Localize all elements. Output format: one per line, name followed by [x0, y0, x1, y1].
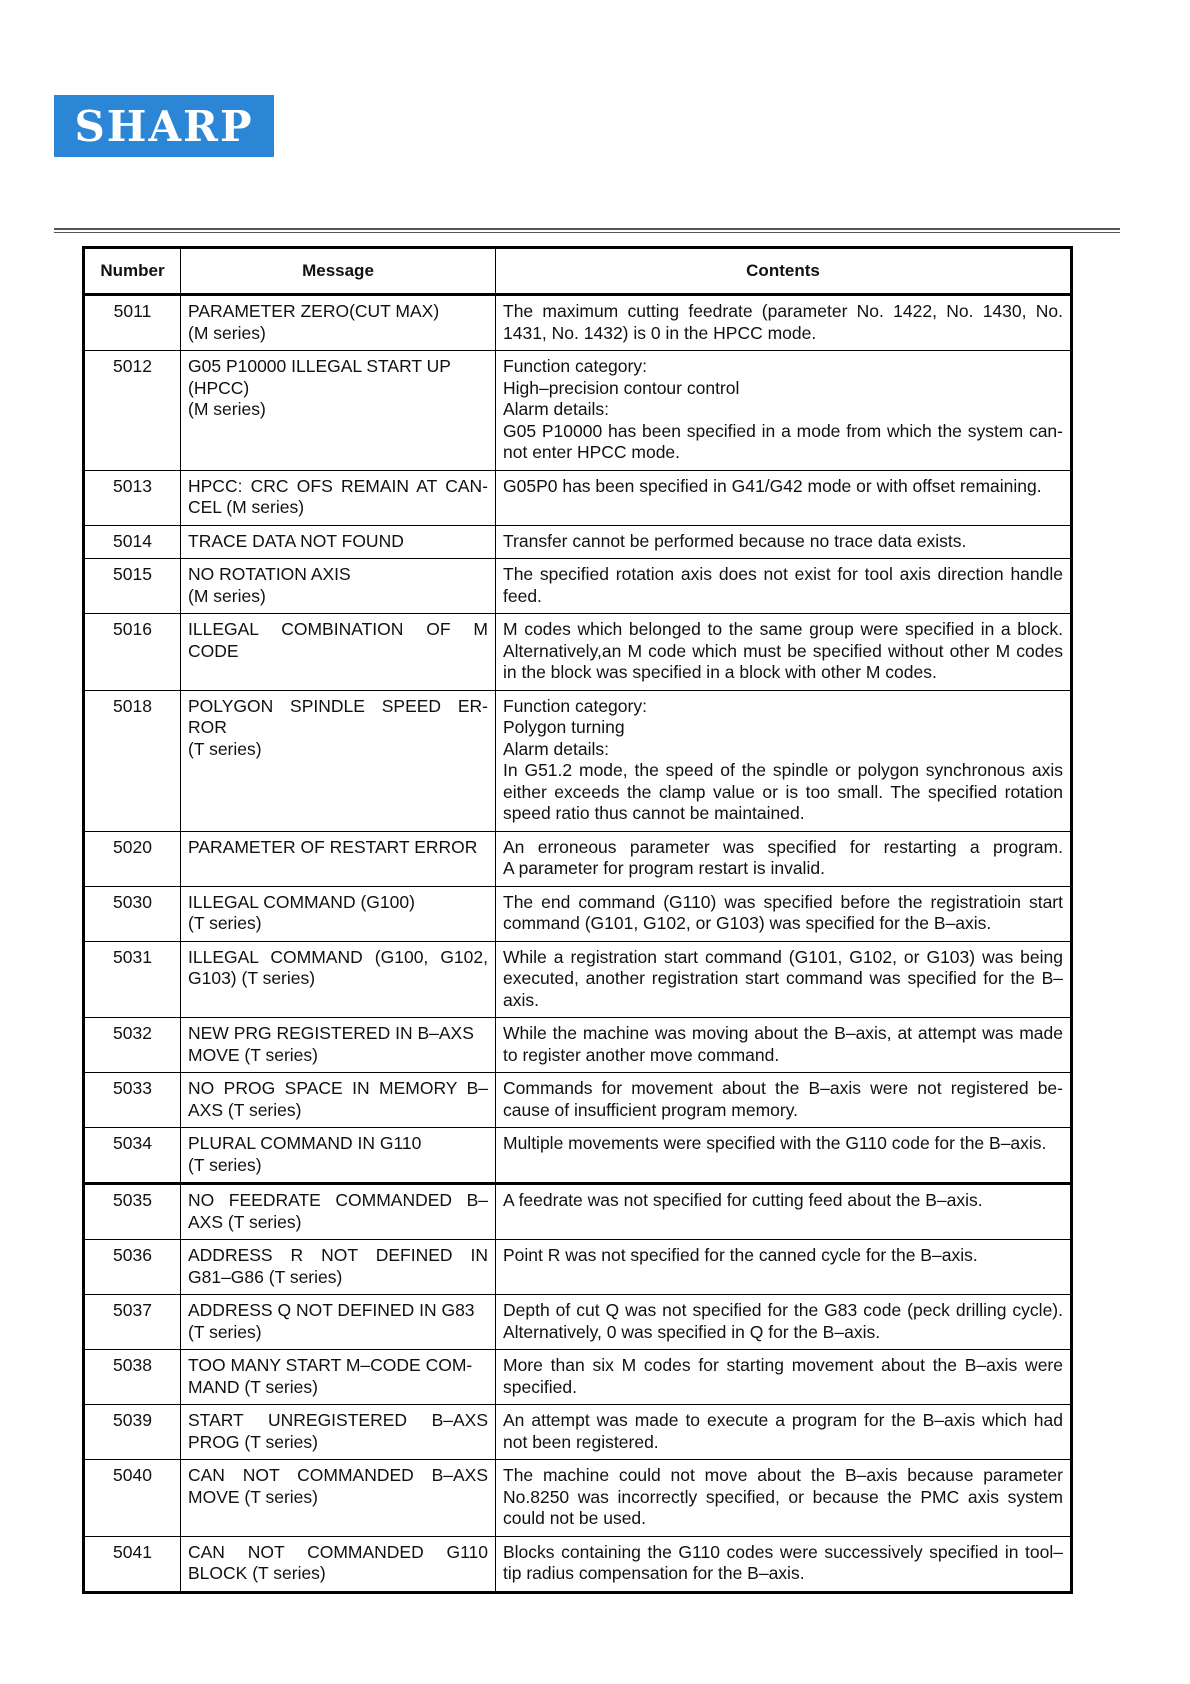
alarm-contents-line: While a registration start command (G101, G102, or G103) was being	[503, 946, 1063, 967]
alarm-number: 5037	[84, 1295, 181, 1350]
alarm-contents-line: in the block was specified in a block with other M codes.	[503, 662, 937, 682]
alarm-message-line: PLURAL COMMAND IN G110	[188, 1133, 422, 1153]
alarm-message-line: (HPCC)	[188, 377, 250, 398]
alarm-number: 5040	[84, 1460, 181, 1537]
alarm-contents	[496, 614, 1072, 691]
alarm-message-line: MOVE (T series)	[188, 1486, 318, 1507]
alarm-number: 5018	[84, 690, 181, 831]
alarm-number: 5036	[84, 1240, 181, 1295]
alarm-contents-line: Depth of cut Q was not specified for the G83 code (peck drilling cycle).	[503, 1300, 1063, 1320]
table-row	[84, 886, 1072, 941]
alarm-message	[181, 886, 496, 941]
alarm-message-line: CAN NOT COMMANDED B–AXS	[188, 1465, 488, 1485]
alarm-message-line: POLYGON SPINDLE SPEED ER-	[188, 695, 488, 716]
alarm-contents	[496, 1405, 1072, 1460]
alarm-message-line: ILLEGAL COMBINATION OF M	[188, 619, 488, 639]
alarm-number: 5012	[84, 351, 181, 471]
alarm-contents-line: Alarm details:	[503, 738, 610, 759]
header-row	[84, 248, 1072, 295]
alarm-contents	[496, 1018, 1072, 1073]
alarm-number: 5034	[84, 1128, 181, 1184]
alarm-message-line: (M series)	[188, 399, 266, 419]
alarm-message	[181, 614, 496, 691]
alarm-contents-line: either exceeds the clamp value or is too small. The specified rotation	[503, 781, 1063, 802]
sharp-logo	[54, 95, 274, 157]
alarm-message	[181, 1536, 496, 1592]
header-message: Message	[181, 248, 496, 295]
alarm-message-line: (T series)	[188, 913, 262, 933]
alarm-contents	[496, 295, 1072, 351]
alarm-message-line: AXS (T series)	[188, 1211, 302, 1232]
alarm-contents-line: Alternatively,an M code which must be specified without other M codes	[503, 640, 1063, 661]
alarm-message-line: HPCC: CRC OFS REMAIN AT CAN-	[188, 475, 488, 496]
table-row	[84, 1018, 1072, 1073]
alarm-contents	[496, 886, 1072, 941]
alarm-message-line: ILLEGAL COMMAND (G100)	[188, 891, 415, 912]
alarm-message-line: G81–G86 (T series)	[188, 1266, 343, 1287]
alarm-message-line: CAN NOT COMMANDED G110	[188, 1541, 488, 1562]
alarm-message-line: MOVE (T series)	[188, 1044, 318, 1065]
alarm-contents	[496, 351, 1072, 471]
table-row	[84, 1295, 1072, 1350]
alarm-number: 5013	[84, 470, 181, 525]
alarm-message-line: (M series)	[188, 322, 266, 343]
table-row	[84, 690, 1072, 831]
table-row	[84, 1184, 1072, 1240]
alarm-contents-line: An attempt was made to execute a program for the B–axis which had	[503, 1410, 1063, 1430]
alarm-contents-line: No.8250 was incorrectly specified, or because the PMC axis system	[503, 1486, 1063, 1507]
alarm-contents	[496, 1128, 1072, 1184]
alarm-message-line: START UNREGISTERED B–AXS	[188, 1410, 488, 1430]
header-rule	[54, 228, 1120, 230]
alarm-message-line: TRACE DATA NOT FOUND	[188, 530, 404, 551]
alarm-contents-line: More than six M codes for starting movement about the B–axis were	[503, 1355, 1063, 1375]
alarm-message-line: CODE	[188, 640, 239, 661]
alarm-contents-line: Commands for movement about the B–axis were not registered be-	[503, 1078, 1063, 1098]
alarm-contents-line: to register another move command.	[503, 1044, 780, 1065]
alarm-contents-line: The specified rotation axis does not exist for tool axis direction handle	[503, 564, 1063, 584]
alarm-message-line: G05 P10000 ILLEGAL START UP	[188, 356, 451, 376]
alarm-message-line: ROR	[188, 717, 227, 737]
alarm-contents-line: speed ratio thus cannot be maintained.	[503, 803, 805, 823]
alarm-message	[181, 831, 496, 886]
table-row	[84, 1128, 1072, 1184]
alarm-message	[181, 1240, 496, 1295]
alarm-contents-line: Function category:	[503, 695, 647, 716]
alarm-number: 5031	[84, 941, 181, 1018]
table-row	[84, 295, 1072, 351]
alarm-message-line: NO PROG SPACE IN MEMORY B–	[188, 1078, 488, 1098]
alarm-number: 5033	[84, 1073, 181, 1128]
table-row	[84, 559, 1072, 614]
alarm-contents	[496, 690, 1072, 831]
table-row	[84, 941, 1072, 1018]
alarm-number: 5030	[84, 886, 181, 941]
alarm-contents	[496, 1350, 1072, 1405]
alarm-message	[181, 1018, 496, 1073]
alarm-message	[181, 1460, 496, 1537]
alarm-message-line: ADDRESS Q NOT DEFINED IN G83	[188, 1300, 475, 1320]
alarm-number: 5016	[84, 614, 181, 691]
alarm-message	[181, 1184, 496, 1240]
alarm-message	[181, 1073, 496, 1128]
alarm-contents-line: A parameter for program restart is invalid.	[503, 858, 825, 878]
alarm-contents-line: Multiple movements were specified with the G110 code for the B–axis.	[503, 1133, 1047, 1153]
sharp-logo-text: SHARP	[74, 101, 254, 151]
alarm-number: 5011	[84, 295, 181, 351]
table-row	[84, 1460, 1072, 1537]
alarm-message	[181, 1350, 496, 1405]
header-number: Number	[84, 248, 181, 295]
alarm-contents	[496, 1536, 1072, 1592]
alarm-contents	[496, 1295, 1072, 1350]
alarm-contents-line: The end command (G110) was specified before the registratioin start	[503, 891, 1063, 912]
alarm-message	[181, 1295, 496, 1350]
alarm-contents-line: In G51.2 mode, the speed of the spindle or polygon synchronous axis	[503, 760, 1063, 780]
alarm-contents-line: G05P0 has been specified in G41/G42 mode or with offset remaining.	[503, 475, 1042, 496]
alarm-contents-line: Transfer cannot be performed because no trace data exists.	[503, 530, 967, 551]
alarm-message	[181, 470, 496, 525]
alarm-contents	[496, 525, 1072, 559]
table-row	[84, 525, 1072, 559]
alarm-message	[181, 1128, 496, 1184]
alarm-message	[181, 690, 496, 831]
alarm-message-line: CEL (M series)	[188, 497, 305, 517]
alarm-contents-line: feed.	[503, 585, 542, 606]
alarm-message-line: BLOCK (T series)	[188, 1563, 326, 1583]
table-row	[84, 1350, 1072, 1405]
alarm-message-line: ADDRESS R NOT DEFINED IN	[188, 1245, 488, 1265]
alarm-contents	[496, 559, 1072, 614]
alarm-message-line: (T series)	[188, 1321, 262, 1342]
alarm-message-line: NO FEEDRATE COMMANDED B–	[188, 1190, 488, 1210]
alarm-contents-line: Blocks containing the G110 codes were successively specified in tool–	[503, 1541, 1063, 1562]
table-row	[84, 614, 1072, 691]
table-row	[84, 351, 1072, 471]
alarm-contents	[496, 1460, 1072, 1537]
alarm-contents-line: tip radius compensation for the B–axis.	[503, 1563, 805, 1583]
table-row	[84, 470, 1072, 525]
alarm-contents	[496, 831, 1072, 886]
alarm-contents-line: specified.	[503, 1376, 577, 1397]
alarm-message-line: ILLEGAL COMMAND (G100, G102,	[188, 946, 488, 967]
alarm-contents	[496, 1073, 1072, 1128]
alarm-contents-line: High–precision contour control	[503, 377, 740, 398]
alarm-contents-line: While the machine was moving about the B–axis, at attempt was made	[503, 1023, 1063, 1043]
alarm-table-body	[84, 295, 1072, 1593]
table-row	[84, 1073, 1072, 1128]
alarm-message	[181, 559, 496, 614]
alarm-contents-line: axis.	[503, 989, 539, 1010]
alarm-number: 5020	[84, 831, 181, 886]
alarm-message-line: PARAMETER ZERO(CUT MAX)	[188, 301, 440, 321]
alarm-message	[181, 295, 496, 351]
alarm-number: 5014	[84, 525, 181, 559]
alarm-contents-line: not enter HPCC mode.	[503, 442, 681, 462]
alarm-contents-line: The maximum cutting feedrate (parameter No. 1422, No. 1430, No.	[503, 301, 1063, 321]
alarm-contents-line: Function category:	[503, 356, 647, 376]
alarm-message-line: (T series)	[188, 1154, 262, 1175]
table-row	[84, 831, 1072, 886]
alarm-message-line: PROG (T series)	[188, 1431, 318, 1452]
alarm-contents-line: A feedrate was not specified for cutting feed about the B–axis.	[503, 1190, 983, 1210]
alarm-contents	[496, 1240, 1072, 1295]
alarm-contents-line: not been registered.	[503, 1431, 659, 1452]
alarm-message-line: TOO MANY START M–CODE COM-	[188, 1355, 473, 1375]
alarm-table	[82, 246, 1073, 1594]
alarm-number: 5032	[84, 1018, 181, 1073]
alarm-contents-line: G05 P10000 has been specified in a mode from which the system can-	[503, 420, 1063, 441]
alarm-contents-line: cause of insufficient program memory.	[503, 1099, 799, 1120]
alarm-contents-line: Polygon turning	[503, 717, 625, 737]
alarm-message-line: (T series)	[188, 738, 262, 759]
alarm-number: 5035	[84, 1184, 181, 1240]
alarm-contents-line: Alternatively, 0 was specified in Q for the B–axis.	[503, 1321, 881, 1342]
alarm-contents-line: An erroneous parameter was specified for restarting a program.	[503, 836, 1063, 857]
alarm-message	[181, 351, 496, 471]
alarm-contents-line: command (G101, G102, or G103) was specified for the B–axis.	[503, 913, 992, 933]
alarm-message-line: G103) (T series)	[188, 968, 316, 988]
alarm-number: 5041	[84, 1536, 181, 1592]
alarm-message	[181, 941, 496, 1018]
alarm-contents	[496, 1184, 1072, 1240]
alarm-message-line: PARAMETER OF RESTART ERROR	[188, 836, 478, 857]
alarm-contents	[496, 470, 1072, 525]
alarm-message	[181, 525, 496, 559]
alarm-message-line: MAND (T series)	[188, 1376, 318, 1397]
alarm-contents-line: Alarm details:	[503, 399, 610, 419]
alarm-contents-line: could not be used.	[503, 1508, 647, 1528]
alarm-message	[181, 1405, 496, 1460]
alarm-message-line: (M series)	[188, 585, 266, 606]
table-row	[84, 1240, 1072, 1295]
alarm-message-line: NO ROTATION AXIS	[188, 564, 351, 584]
alarm-message-line: NEW PRG REGISTERED IN B–AXS	[188, 1023, 474, 1043]
alarm-contents	[496, 941, 1072, 1018]
alarm-number: 5038	[84, 1350, 181, 1405]
header-rule-thin	[54, 232, 1120, 233]
alarm-contents-line: executed, another registration start command was specified for the B–	[503, 968, 1063, 988]
alarm-number: 5039	[84, 1405, 181, 1460]
table-row	[84, 1536, 1072, 1592]
table-row	[84, 1405, 1072, 1460]
alarm-contents-line: The machine could not move about the B–axis because parameter	[503, 1465, 1063, 1485]
alarm-contents-line: Point R was not specified for the canned cycle for the B–axis.	[503, 1245, 978, 1265]
header-contents: Contents	[496, 248, 1072, 295]
alarm-contents-line: 1431, No. 1432) is 0 in the HPCC mode.	[503, 322, 817, 343]
alarm-number: 5015	[84, 559, 181, 614]
alarm-message-line: AXS (T series)	[188, 1099, 302, 1120]
alarm-contents-line: M codes which belonged to the same group were specified in a block.	[503, 619, 1063, 639]
